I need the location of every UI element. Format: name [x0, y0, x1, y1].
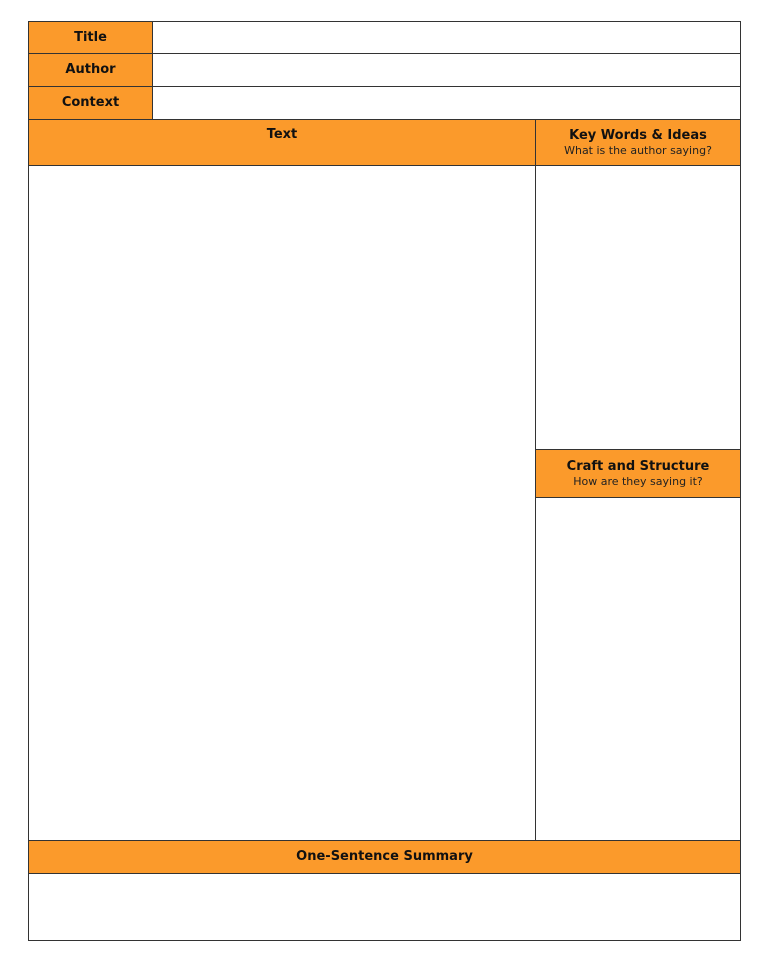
context-label-cell [28, 86, 153, 120]
context-field-cell[interactable] [152, 86, 741, 120]
summary-area[interactable] [29, 874, 740, 940]
context-label: Context [61, 95, 120, 110]
author-label-cell [28, 53, 153, 87]
author-input[interactable] [153, 54, 740, 86]
text-title: Text [266, 127, 298, 142]
author-field-cell[interactable] [152, 53, 741, 87]
context-input[interactable] [153, 87, 740, 119]
craft-title: Craft and Structure [566, 459, 710, 474]
title-field-cell[interactable] [152, 21, 741, 54]
key-words-title: Key Words & Ideas [569, 128, 707, 143]
author-label: Author [65, 62, 116, 77]
summary-header [28, 840, 741, 874]
text-area-cell[interactable] [28, 165, 536, 841]
text-area[interactable] [29, 166, 535, 840]
text-header [28, 119, 536, 166]
title-input[interactable] [153, 22, 740, 53]
key-words-area-cell[interactable] [535, 165, 741, 450]
craft-area[interactable] [536, 498, 740, 840]
title-label-cell [28, 21, 153, 54]
summary-title: One-Sentence Summary [296, 849, 473, 864]
craft-subtitle: How are they saying it? [573, 475, 703, 488]
key-words-area[interactable] [536, 166, 740, 449]
worksheet [28, 21, 741, 941]
craft-area-cell[interactable] [535, 497, 741, 841]
craft-header [535, 449, 741, 498]
title-label: Title [74, 29, 107, 45]
summary-area-cell[interactable] [28, 873, 741, 941]
key-words-subtitle: What is the author saying? [564, 144, 712, 157]
key-words-header [535, 119, 741, 166]
